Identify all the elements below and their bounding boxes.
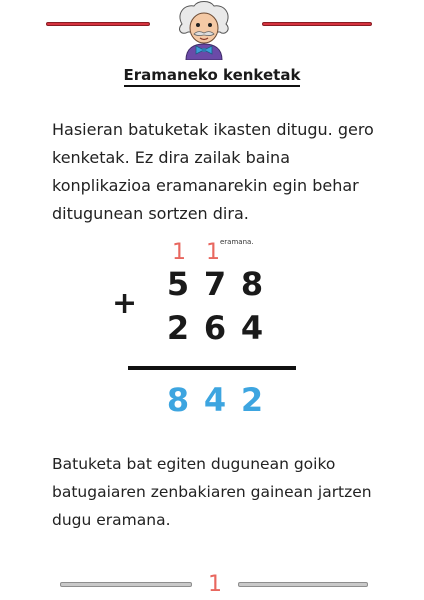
top-decor-bar-left — [46, 22, 150, 26]
digit: 6 — [203, 309, 227, 347]
first-addend — [160, 266, 270, 302]
result-digit: 8 — [166, 381, 190, 419]
explanation-paragraph: Batuketa bat egiten dugunean goiko batugaiaren zenbakiaren gainean jartzen dugu eramana. — [52, 455, 372, 529]
digit: 5 — [166, 265, 190, 303]
sum-result — [160, 380, 270, 420]
page-number: 1 — [208, 572, 222, 597]
digit: 4 — [240, 309, 264, 347]
result-digit: 2 — [240, 381, 264, 419]
bottom-decor-bar-left — [60, 582, 192, 587]
digit: 8 — [240, 265, 264, 303]
second-addend — [160, 310, 270, 346]
digit: 2 — [166, 309, 190, 347]
sum-divider-line — [128, 366, 296, 370]
result-digit: 4 — [203, 381, 227, 419]
digit: 7 — [203, 265, 227, 303]
einstein-mascot-illustration — [172, 0, 236, 60]
carry-note-label: eramana. — [220, 238, 254, 246]
plus-operator: + — [112, 286, 138, 321]
page-title: Eramaneko kenketak — [0, 66, 424, 84]
top-decor-bar-right — [262, 22, 372, 26]
bottom-decor-bar-right — [238, 582, 368, 587]
intro-paragraph: Hasieran batuketak ikasten ditugu. gero kenketak. Ez dira zailak baina konplikazioa eramanarekin egin behar ditugunean sortzen dira. — [52, 120, 374, 223]
carry-digit: 1 — [206, 240, 220, 265]
carry-digit: 1 — [172, 240, 186, 265]
